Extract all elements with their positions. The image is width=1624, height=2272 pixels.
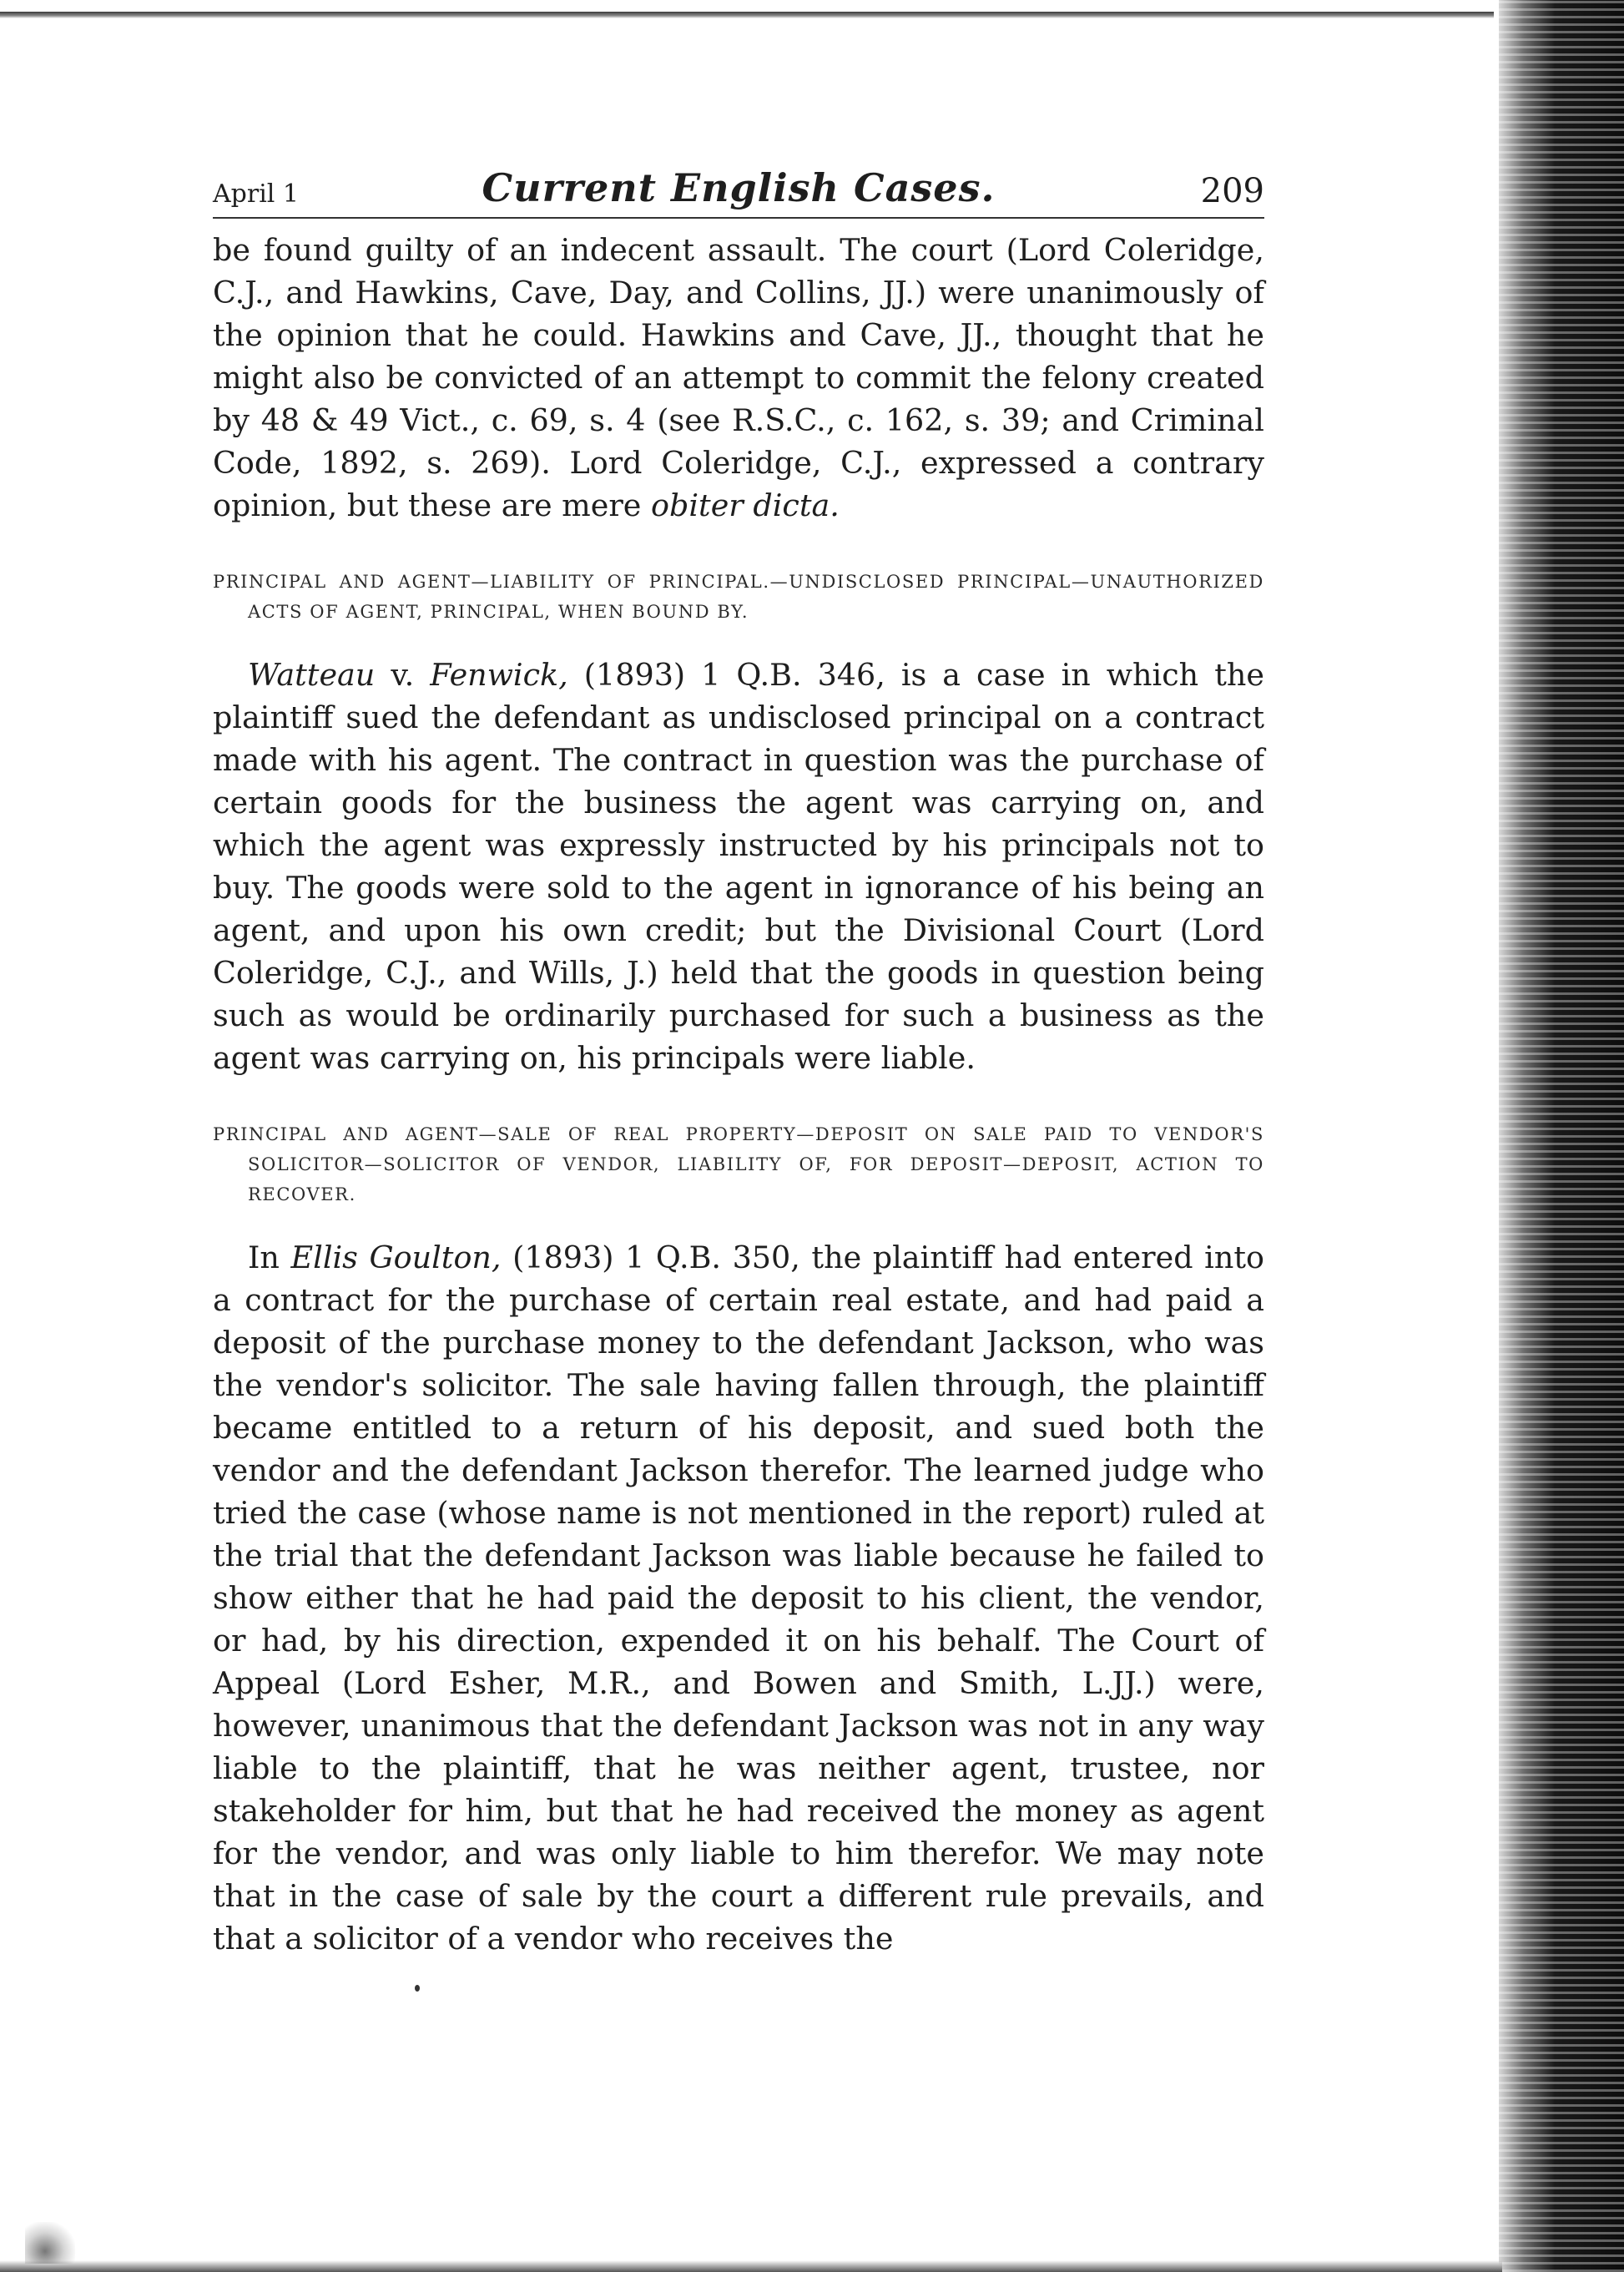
scan-corner-smudge [25,2222,75,2264]
ellis-body: (1893) 1 Q.B. 350, the plaintiff had entered into a contract for the purchase of certain real estate, and had paid a deposit of the purchase money to the defendant Jackson, who was the vendor's solicitor. The sale having fallen through, the plaintiff became entitled to a return of his deposit, and sued both the vendor and the defendant Jackson therefor. The learned judge who tried the case (whose name is not mentioned in the report) ruled at the trial that the defendant Jackson was liable because he failed to show either that he had paid the deposit to his client, the vendor, or had, by his direction, expended it on his behalf. The Court of Appeal (Lord Esher, M.R., and Bowen and Smith, L.JJ.) were, however, unanimous that the defendant Jackson was not in any way liable to the plaintiff, that he was neither agent, trustee, nor stakeholder for him, but that he had received the money as agent for the vendor, and was only liable to him therefor. We may note that in the case of sale by the court a different rule prevails, and that a solicitor of a vendor who receives the [213,1240,1264,1956]
section-heading-ellis: PRINCIPAL AND AGENT—SALE OF REAL PROPERTY—DEPOSIT ON SALE PAID TO VENDOR'S SOLICITOR—SOLICITOR OF VENDOR, LIABILITY OF, FOR DEPOSIT—DEPOSIT, ACTION TO RECOVER. [213,1124,1264,1204]
watteau-body: (1893) 1 Q.B. 346, is a case in which the plaintiff sued the defendant as undisclosed principal on a contract made with his agent. The contract in question was the purchase of certain goods for the business the agent was carrying on, and which the agent was expressly instructed by his principals not to buy. The goods were sold to the agent in ignorance of his being an agent, and upon his own credit; but the Divisional Court (Lord Coleridge, C.J., and Wills, J.) held that the goods in question being such as would be ordinarily purchased for such a business as the agent was carrying on, his principals were liable. [213,657,1264,1076]
paragraph-watteau [213,654,1264,1079]
scan-right-edge [1499,0,1624,2272]
obiter-dicta-phrase: obiter dicta. [651,487,840,523]
stray-ink-dot [415,1985,420,1992]
running-head [213,159,1264,219]
case-name-ellis-goulton: Ellis Goulton, [290,1240,502,1275]
paragraph-ellis [213,1236,1264,1960]
paragraph-continuation [213,229,1264,527]
case-name-fenwick: Fenwick, [430,657,568,693]
versus: v. [375,657,431,693]
page [213,159,1264,1960]
header-date: April 1 [213,179,300,209]
scan-top-edge [0,12,1494,18]
section-heading-watteau: PRINCIPAL AND AGENT—LIABILITY OF PRINCIPAL.—UNDISCLOSED PRINCIPAL—UNAUTHORIZED ACTS OF AGENT, PRINCIPAL, WHEN BOUND BY. [213,572,1264,622]
page-number: 209 [1200,172,1264,210]
continuation-text: be found guilty of an indecent assault. The court (Lord Coleridge, C.J., and Hawkins, Cave, Day, and Collins, JJ.) were unanimously of the opinion that he could. Hawkins and Cave, JJ., thought that he might also be convicted of an attempt to commit the felony created by 48 & 49 Vict., c. 69, s. 4 (see R.S.C., c. 162, s. 39; and Criminal Code, 1892, s. 269). Lord Coleridge, C.J., expressed a contrary opinion, but these are mere [213,232,1264,523]
header-title: Current English Cases. [482,165,996,210]
scan-bottom-edge [0,2260,1502,2272]
case-name-watteau: Watteau [248,657,376,693]
ellis-intro: In [248,1240,291,1275]
